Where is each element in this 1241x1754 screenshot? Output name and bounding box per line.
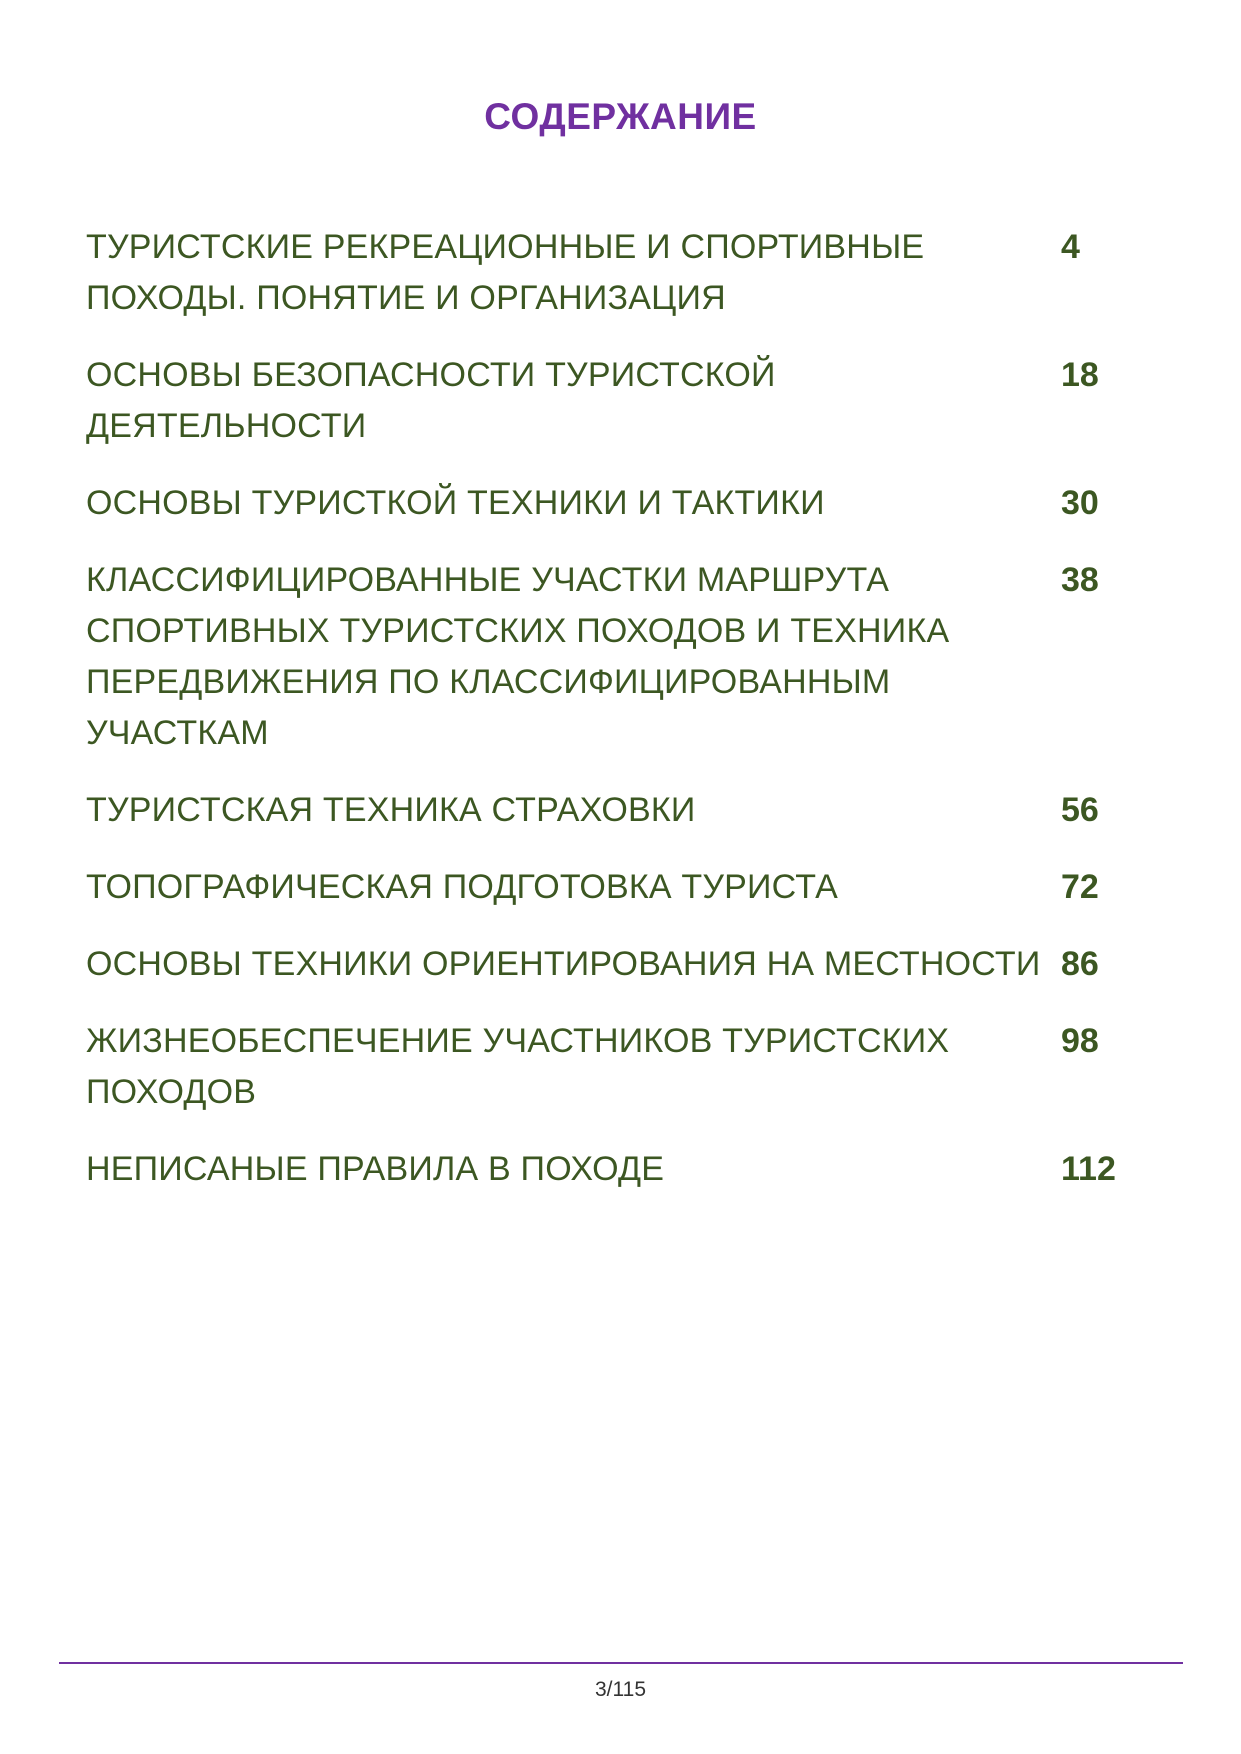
toc-entry[interactable]	[86, 222, 1166, 324]
toc-entry-title: ТУРИСТСКИЕ РЕКРЕАЦИОННЫЕ И СПОРТИВНЫЕ ПОХОДЫ. ПОНЯТИЕ И ОРГАНИЗАЦИЯ	[86, 228, 925, 317]
toc-entry-page-number: 112	[1061, 1150, 1116, 1188]
toc-entry-page-number: 38	[1061, 561, 1099, 599]
footer-divider	[59, 1662, 1183, 1664]
toc-entry-title: ОСНОВЫ ТЕХНИКИ ОРИЕНТИРОВАНИЯ НА МЕСТНОСТИ	[86, 945, 1041, 983]
toc-entry-page-number: 56	[1061, 791, 1099, 829]
toc-entry-title: ТОПОГРАФИЧЕСКАЯ ПОДГОТОВКА ТУРИСТА	[86, 868, 839, 906]
toc-entry-page-number: 18	[1061, 356, 1099, 394]
toc-entry[interactable]	[86, 1016, 1166, 1118]
page-title: СОДЕРЖАНИЕ	[484, 96, 757, 137]
toc-entry-title: КЛАССИФИЦИРОВАННЫЕ УЧАСТКИ МАРШРУТА СПОРТИВНЫХ ТУРИСТСКИХ ПОХОДОВ И ТЕХНИКА ПЕРЕДВИЖЕНИЯ ПО КЛАССИФИЦИРОВАННЫМ УЧАСТКАМ	[86, 561, 950, 752]
toc-entry[interactable]	[86, 478, 1166, 529]
toc-entry-page-number: 30	[1061, 484, 1099, 522]
toc-entry[interactable]	[86, 555, 1166, 759]
toc-entry[interactable]	[86, 862, 1166, 913]
toc-entry-title: ОСНОВЫ БЕЗОПАСНОСТИ ТУРИСТСКОЙ ДЕЯТЕЛЬНОСТИ	[86, 356, 776, 445]
toc-entry[interactable]	[86, 1144, 1166, 1195]
toc-entry-page-number: 72	[1061, 868, 1099, 906]
toc-entry-title: ОСНОВЫ ТУРИСТКОЙ ТЕХНИКИ И ТАКТИКИ	[86, 484, 825, 522]
toc-entry-title: НЕПИСАНЫЕ ПРАВИЛА В ПОХОДЕ	[86, 1150, 665, 1188]
toc-entry[interactable]	[86, 939, 1166, 990]
toc-entry[interactable]	[86, 350, 1166, 452]
toc-entry-title: ЖИЗНЕОБЕСПЕЧЕНИЕ УЧАСТНИКОВ ТУРИСТСКИХ ПОХОДОВ	[86, 1022, 950, 1111]
toc-entry-page-number: 86	[1061, 945, 1099, 983]
table-of-contents	[86, 222, 1166, 1221]
toc-entry[interactable]	[86, 785, 1166, 836]
toc-entry-page-number: 98	[1061, 1022, 1099, 1060]
toc-entry-title: ТУРИСТСКАЯ ТЕХНИКА СТРАХОВКИ	[86, 791, 696, 829]
toc-entry-page-number: 4	[1061, 228, 1080, 266]
page-number: 3/115	[595, 1678, 646, 1701]
